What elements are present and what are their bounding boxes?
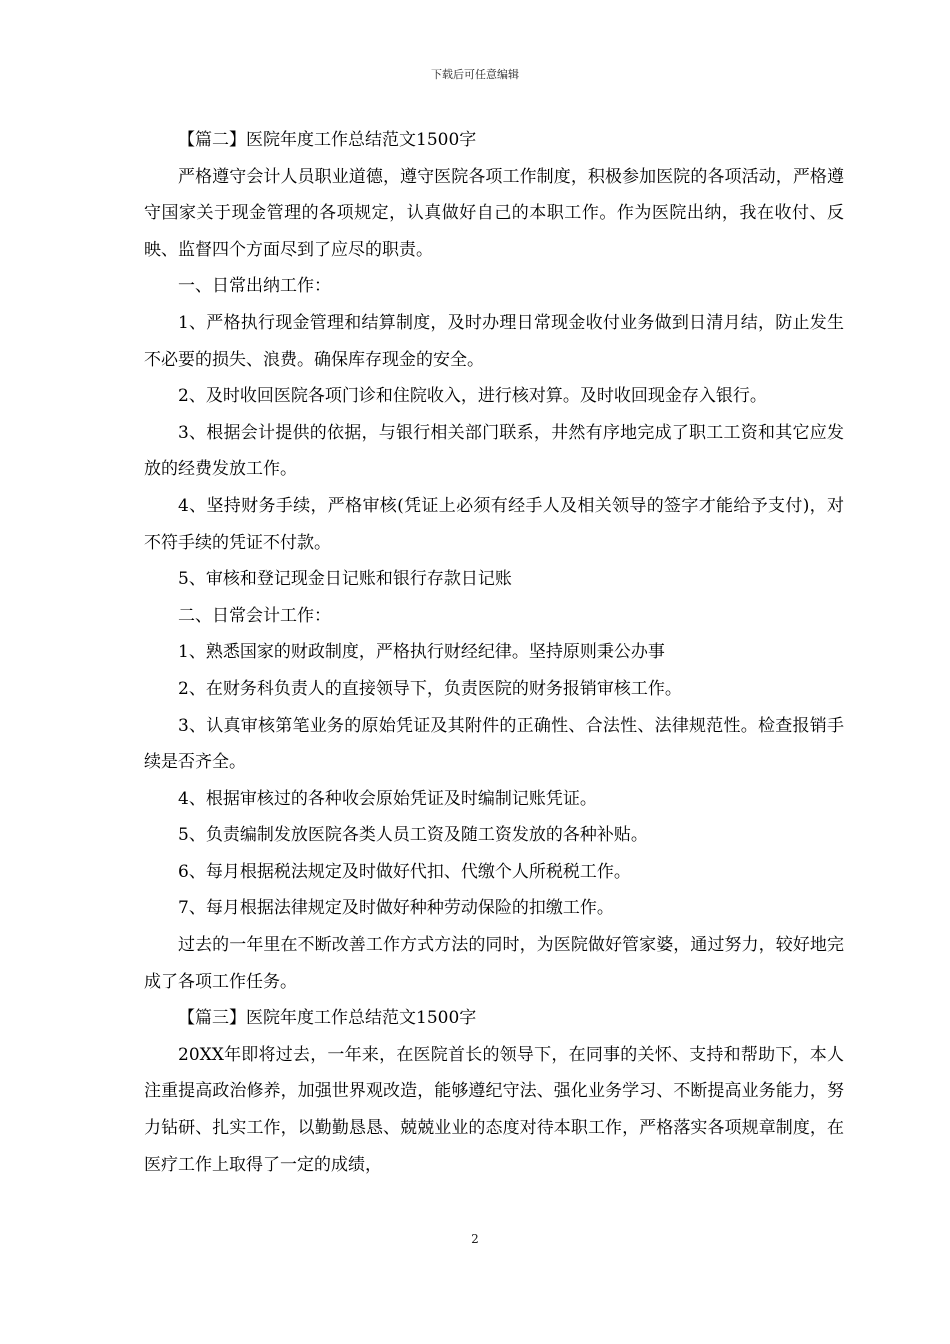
paragraph: 20XX年即将过去，一年来，在医院首长的领导下，在同事的关怀、支持和帮助下，本人注重提高政治修养，加强世界观改造，能够遵纪守法、强化业务学习、不断提高业务能力，努力钻研、扎实工作，以勤勤恳恳、兢兢业业的态度对待本职工作，严格落实各项规章制度，在医疗工作上取得了一定的成绩， — [144, 1044, 844, 1175]
section-heading-3: 【篇三】医院年度工作总结范文1500字 — [178, 1008, 477, 1029]
list-item: 1、熟悉国家的财政制度，严格执行财经纪律。坚持原则秉公办事 — [178, 642, 665, 663]
list-item: 3、认真审核第笔业务的原始凭证及其附件的正确性、合法性、法律规范性。检查报销手续是否齐全。 — [144, 715, 844, 773]
list-item: 1、严格执行现金管理和结算制度，及时办理日常现金收付业务做到日清月结，防止发生不必要的损失、浪费。确保库存现金的安全。 — [144, 312, 844, 370]
paragraph: 严格遵守会计人员职业道德，遵守医院各项工作制度，积极参加医院的各项活动，严格遵守国家关于现金管理的各项规定，认真做好自己的本职工作。作为医院出纳，我在收付、反映、监督四个方面尽到了应尽的职责。 — [144, 166, 844, 260]
section-heading-2: 【篇二】医院年度工作总结范文1500字 — [178, 130, 477, 150]
page-number: 2 — [471, 1232, 479, 1246]
list-item: 2、在财务科负责人的直接领导下，负责医院的财务报销审核工作。 — [178, 678, 682, 699]
subheading: 一、日常出纳工作： — [178, 276, 331, 297]
list-item: 4、根据审核过的各种收会原始凭证及时编制记账凭证。 — [178, 788, 597, 809]
document-body — [144, 122, 844, 1183]
list-item: 6、每月根据税法规定及时做好代扣、代缴个人所税税工作。 — [178, 861, 631, 882]
list-item: 7、每月根据法律规定及时做好种种劳动保险的扣缴工作。 — [178, 898, 614, 919]
page-header: 下载后可任意编辑 — [431, 68, 519, 81]
subheading: 二、日常会计工作： — [178, 605, 331, 626]
list-item: 4、坚持财务手续，严格审核(凭证上必须有经手人及相关领导的签字才能给予支付)，对不符手续的凭证不付款。 — [144, 495, 844, 553]
list-item: 3、根据会计提供的依据，与银行相关部门联系，井然有序地完成了职工工资和其它应发放的经费发放工作。 — [144, 422, 844, 480]
list-item: 2、及时收回医院各项门诊和住院收入，进行核对算。及时收回现金存入银行。 — [178, 386, 767, 407]
list-item: 5、审核和登记现金日记账和银行存款日记账 — [178, 569, 512, 590]
paragraph: 过去的一年里在不断改善工作方式方法的同时，为医院做好管家婆，通过努力，较好地完成了各项工作任务。 — [144, 935, 844, 992]
list-item: 5、负责编制发放医院各类人员工资及随工资发放的各种补贴。 — [178, 825, 648, 846]
